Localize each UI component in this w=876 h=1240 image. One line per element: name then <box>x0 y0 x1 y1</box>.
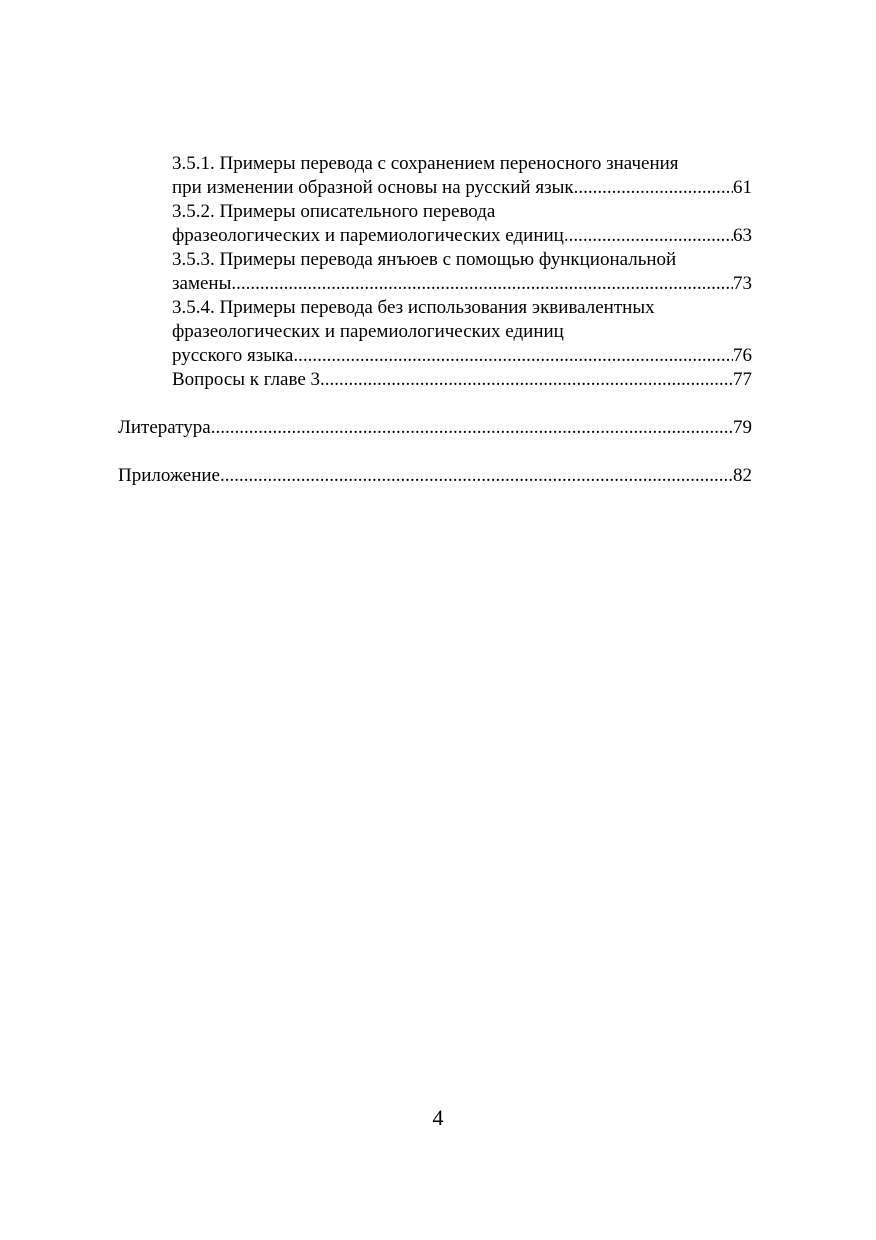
toc-entry-3-5-1[interactable] <box>172 176 752 200</box>
dot-leader <box>231 272 733 296</box>
toc-entry-questions-page: 77 <box>733 369 752 390</box>
dot-leader <box>564 224 733 248</box>
dot-leader <box>574 176 733 200</box>
toc-entry-3-5-4-line-1: 3.5.4. Примеры перевода без использования эквивалентных <box>172 297 655 318</box>
toc-entry-literature[interactable] <box>118 416 752 440</box>
toc-entry-3-5-3-line-2: замены <box>172 273 232 294</box>
toc-entry-3-5-3[interactable] <box>172 272 752 296</box>
toc-entry-3-5-4-line-2: фразеологических и паремиологических единиц <box>172 321 564 342</box>
page-number: 4 <box>432 1105 444 1130</box>
toc-entry-3-5-3-line-1: 3.5.3. Примеры перевода янъюев с помощью функциональной <box>172 249 677 270</box>
toc-entry-literature-label: Литература <box>118 417 211 438</box>
toc-entry-3-5-4[interactable] <box>172 344 752 368</box>
dot-leader <box>211 416 733 440</box>
toc-entry-appendix-page: 82 <box>733 465 752 486</box>
toc-entry-3-5-4-page: 76 <box>733 345 752 366</box>
toc-entry-3-5-4-line-3: русского языка <box>172 345 294 366</box>
toc-entry-3-5-1-line-1: 3.5.1. Примеры перевода с сохранением переносного значения <box>172 153 679 174</box>
toc-entry-3-5-2-line-1: 3.5.2. Примеры описательного перевода <box>172 201 496 222</box>
dot-leader <box>293 344 733 368</box>
toc-entry-appendix-label: Приложение <box>118 465 220 486</box>
dot-leader <box>220 464 733 488</box>
toc-entry-3-5-3-page: 73 <box>733 273 752 294</box>
toc-entry-questions-label: Вопросы к главе 3 <box>172 369 321 390</box>
toc-entry-3-5-1-line-2: при изменении образной основы на русский язык <box>172 177 574 198</box>
toc-entry-literature-page: 79 <box>733 417 752 438</box>
dot-leader <box>320 368 733 392</box>
toc-entry-3-5-1-page: 61 <box>733 177 752 198</box>
toc-entry-questions-ch3[interactable] <box>172 368 752 392</box>
toc-entry-appendix[interactable] <box>118 464 752 488</box>
toc-entry-3-5-2[interactable] <box>172 224 752 248</box>
toc-entry-3-5-2-line-2: фразеологических и паремиологических единиц <box>172 225 564 246</box>
toc-entry-3-5-2-page: 63 <box>733 225 752 246</box>
